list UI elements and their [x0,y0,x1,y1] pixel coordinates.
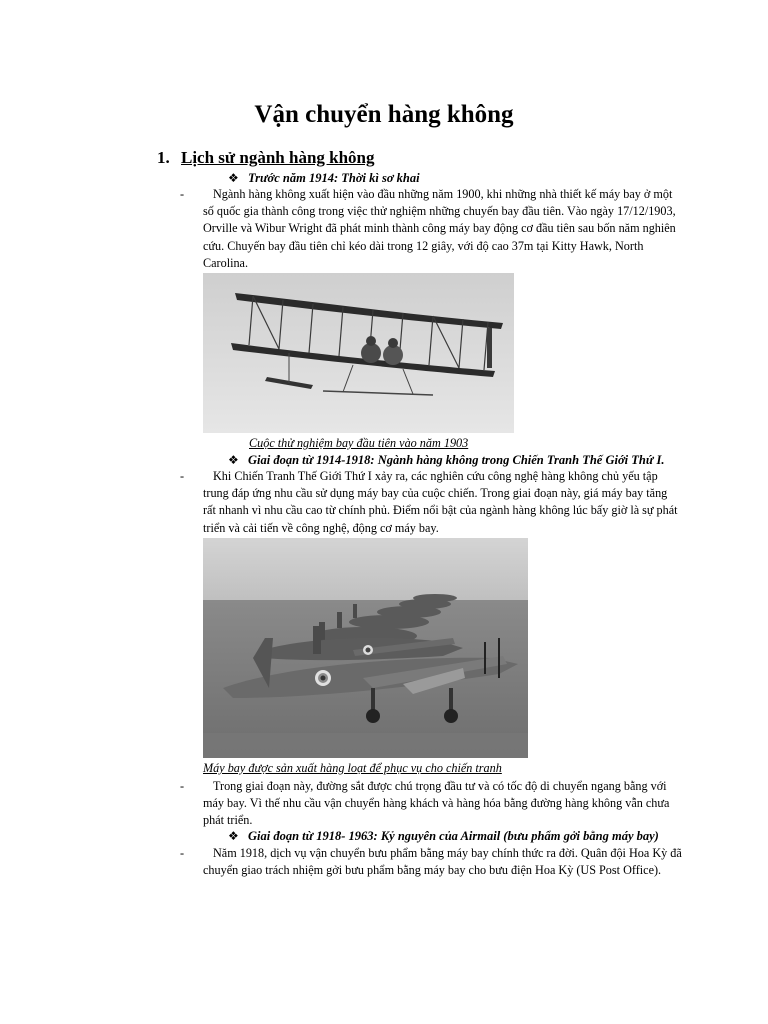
section-heading [157,147,375,169]
diamond-bullet-icon: ❖ [228,829,239,843]
paragraph-1: Ngành hàng không xuất hiện vào đầu những năm 1900, khi những nhà thiết kế máy bay ở một số quốc gia thành công trong việc thử nghiệm những chuyến bay đầu tiên. Vào ngày 17/12/1903, Orville và Wibur Wright đã phát minh thành công máy bay động cơ đầu tiên sau bốn năm nghiên cứu. Chuyến bay đầu tiên chỉ kéo dài trong 12 giây, với độ cao 37m tại Kitty Hawk, North Carolina. [203,187,676,270]
subheading-1 [228,170,420,186]
caption-2: Máy bay được sản xuất hàng loạt để phục vụ cho chiến tranh [203,761,502,775]
paragraph-3: Trong giai đoạn này, đường sắt được chú trọng đầu tư và có tốc độ di chuyển ngang bằng với máy bay. Vì thế nhu cầu vận chuyển hàng khách và hàng hóa bằng đường hàng không vẫn chưa phát triển. [203,779,670,828]
subheading-3-text: Giai đoạn từ 1918- 1963: Kỷ nguyên của Airmail (bưu phẩm gởi bằng máy bay) [248,829,659,843]
section-number: 1. [157,148,170,167]
dash-marker-1: - [180,187,185,201]
subheading-1-text: Trước năm 1914: Thời kì sơ khai [248,171,420,185]
dash-marker-4: - [180,846,185,860]
paragraph-4: Năm 1918, dịch vụ vận chuyển bưu phẩm bằng máy bay chính thức ra đời. Quân đội Hoa Kỳ đã chuyển giao trách nhiệm gởi bưu phẩm bằng máy bay cho bưu điện Hoa Kỳ (US Post Office). [203,846,682,878]
subheading-2 [228,452,664,468]
dash-marker-2: - [180,469,185,483]
subheading-2-text: Giai đoạn từ 1914-1918: Ngành hàng không trong Chiến Tranh Thế Giới Thứ I. [248,453,665,467]
paragraph-2: Khi Chiến Tranh Thế Giới Thứ I xảy ra, các nghiên cứu công nghệ hàng không chủ yếu tập trung đáp ứng nhu cầu sử dụng máy bay của cuộc chiến. Trong giai đoạn này, giá máy bay tăng rất nhanh vì nhu cầu cao từ chính phủ. Điểm nổi bật của ngành hàng không lúc bấy giờ là sự phát triển và cải tiến về công nghệ, động cơ máy bay. [203,469,678,535]
diamond-bullet-icon: ❖ [228,171,239,185]
diamond-bullet-icon: ❖ [228,453,239,467]
wright-flyer-photo [203,273,514,433]
caption-1: Cuộc thử nghiệm bay đầu tiên vào năm 1903 [249,436,469,450]
section-heading-text: Lịch sử ngành hàng không [181,148,375,167]
aircraft-lineup-photo [203,538,528,758]
subheading-3 [228,828,659,844]
dash-marker-3: - [180,779,185,793]
page-title: Vận chuyển hàng không [254,101,514,128]
